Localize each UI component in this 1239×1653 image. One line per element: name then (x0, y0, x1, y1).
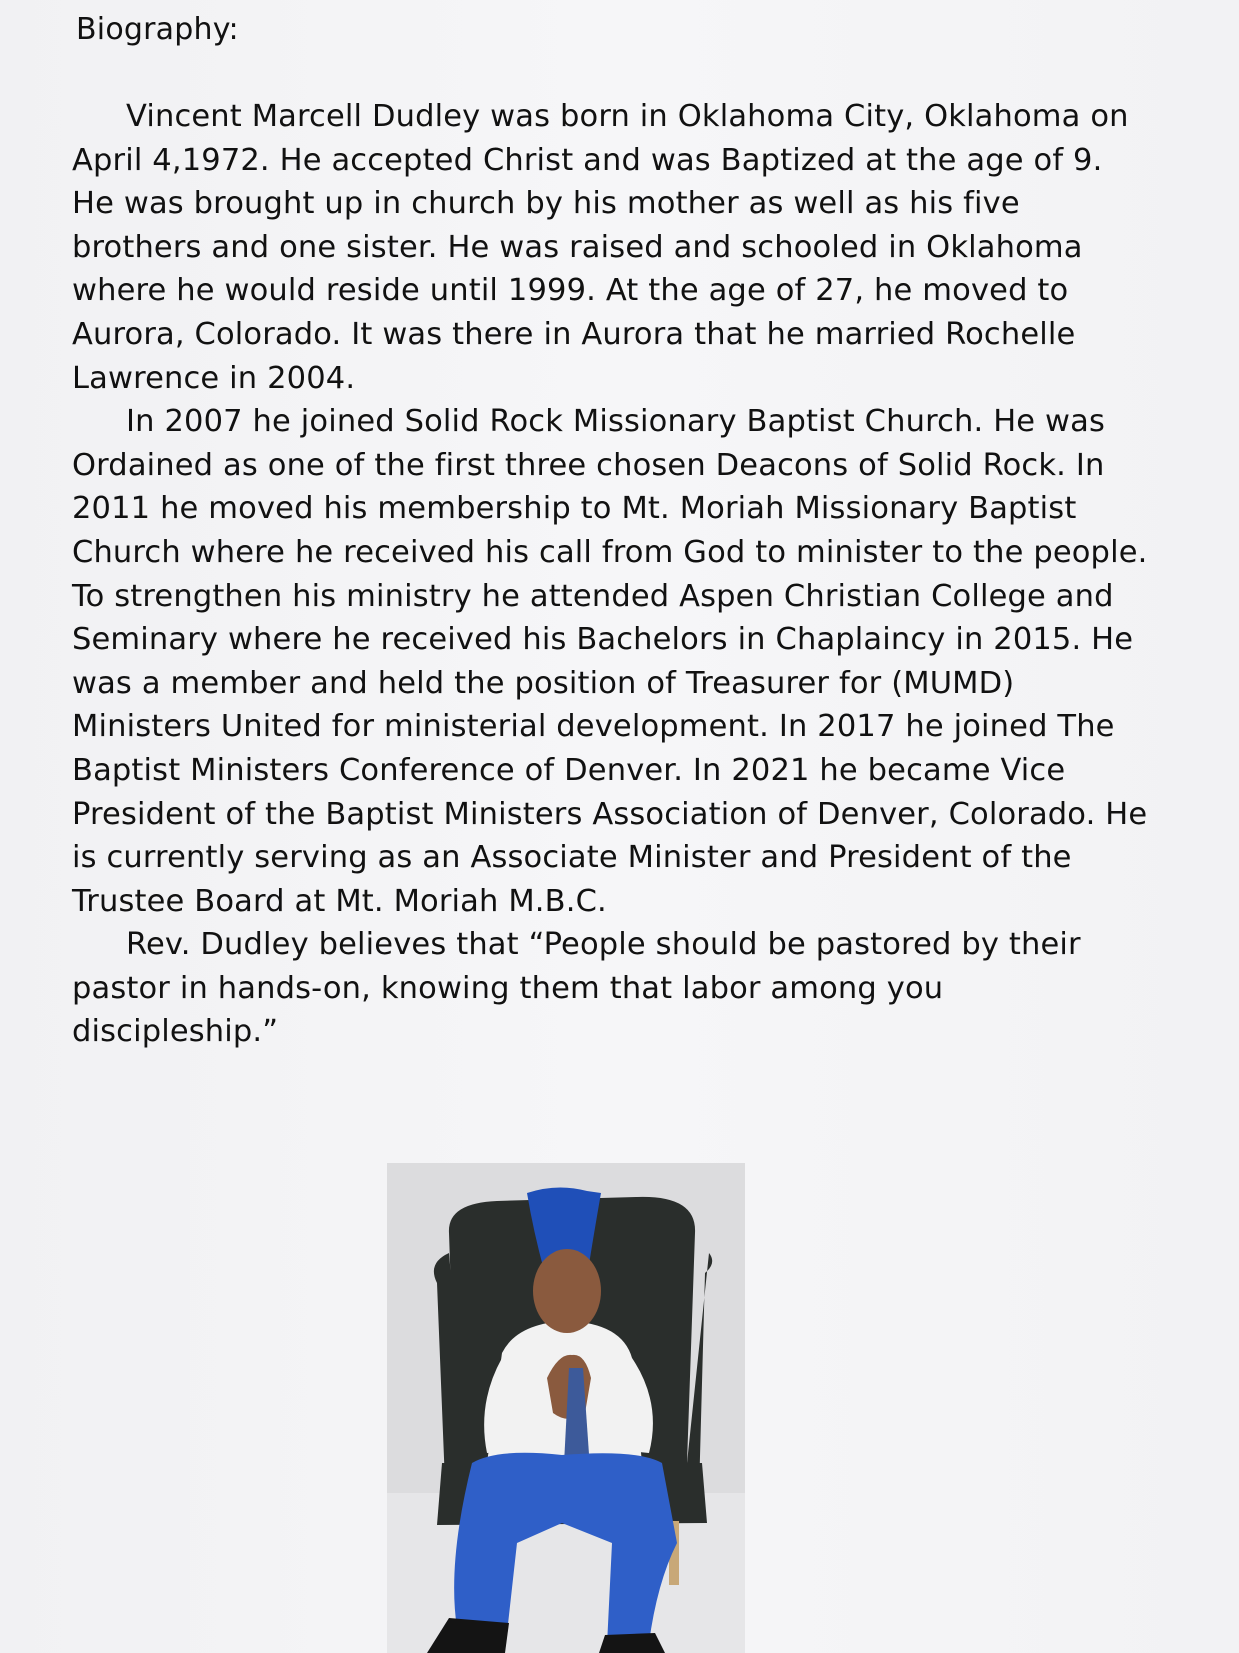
biography-paragraph-3: Rev. Dudley believes that “People should be pastored by their pastor in hands-on, knowing them that labor among you discipleship.” (72, 927, 1081, 1050)
biography-paragraph-2: In 2007 he joined Solid Rock Missionary Baptist Church. He was Ordained as one of the first three chosen Deacons of Solid Rock. In 2011 he moved his membership to Mt. Moriah Missionary Baptist Church where he received his call from God to minister to the people. To strengthen his ministry he attended Aspen Christian College and Seminary where he received his Bachelors in Chaplaincy in 2015. He was a member and held the position of Treasurer for (MUMD) Ministers United for ministerial development. In 2017 he joined The Baptist Ministers Conference of Denver. In 2021 he became Vice President of the Baptist Ministers Association of Denver, Colorado. He is currently serving as an Associate Minister and President of the Trustee Board at Mt. Moriah M.B.C. (72, 404, 1148, 919)
shoe-right-shape (599, 1633, 665, 1653)
biography-paragraph-1: Vincent Marcell Dudley was born in Oklahoma City, Oklahoma on April 4,1972. He accepted Christ and was Baptized at the age of 9. He was brought up in church by his mother as well as his five brothers and one sister. He was raised and schooled in Oklahoma where he would reside until 1999. At the age of 27, he moved to Aurora, Colorado. It was there in Aurora that he married Rochelle Lawrence in 2004. (72, 99, 1129, 396)
portrait-photo (387, 1163, 745, 1653)
biography-body (72, 95, 1152, 1054)
portrait-illustration (387, 1163, 745, 1653)
head-shape (533, 1249, 601, 1333)
biography-heading: Biography: (76, 12, 239, 47)
